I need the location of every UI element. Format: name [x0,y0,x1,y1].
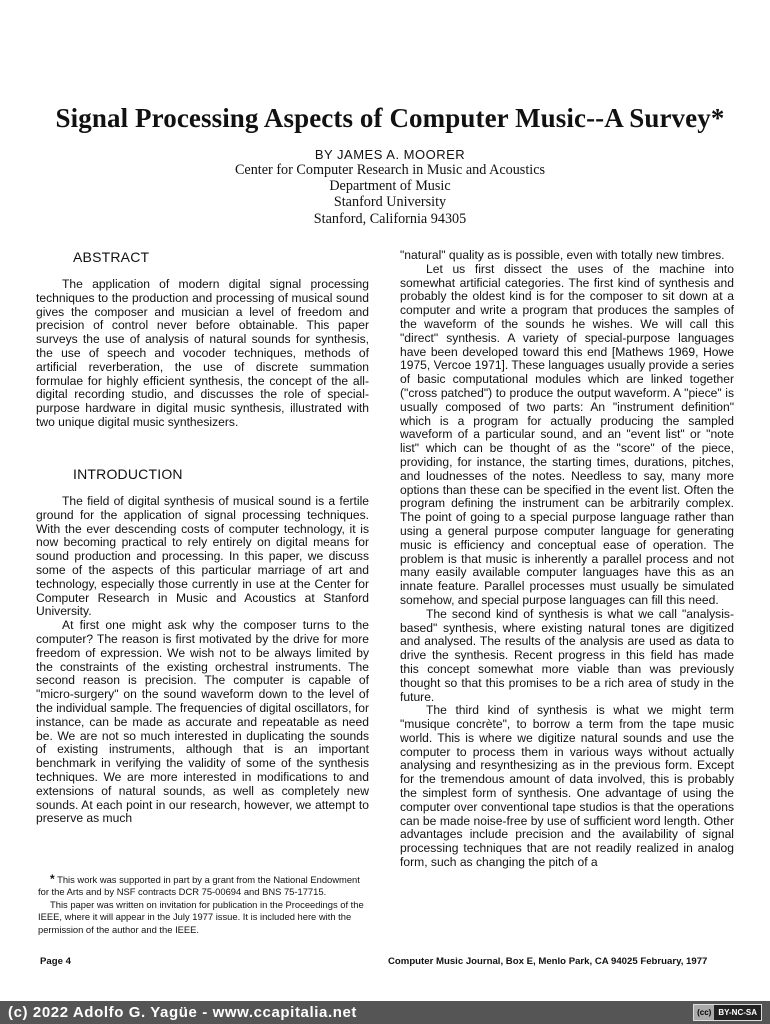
abstract-heading: ABSTRACT [73,249,150,265]
cc-icon: (cc) [694,1005,714,1020]
affiliation-line: Stanford University [333,194,447,211]
continuation-paragraph: "natural" quality as is possible, even with totally new timbres. [400,249,725,262]
right-column-body [400,249,734,949]
affiliation-line: Department of Music [329,178,451,195]
body-paragraph: Let us first dissect the uses of the machine into somewhat artificial categories. The first kind of synthesis and probably the oldest kind is for the composer to sit down at a computer and write a program that produces the samples of the waveform of the sounds he wishes. We will call this "direct" synthesis. A variety of special-purpose languages have been developed toward this end [Mathews 1969, Howe 1975, Vercoe 1971]. These languages usually provide a series of basic computational modules which are linked together ("cross patched") to produce the output waveform. A "piece" is usually composed of two parts: An "instrument definition" which is a program for actually producing the sampled waveform of a particular sound, and an "event list" or "note list" which can be thought of as the "score" of the piece, providing, for instance, the starting times, durations, pitches, and loudnesses of the notes. Needless to say, many more options than these can be specified in the event list. Often the program defining the instrument can be arbitrarily complex. The point of going to a special purpose language rather than using a general purpose computer language for generating music is efficiency and conceptual ease of operation. The problem is that music is inherently a parallel process and not many easily available computer languages have this as an innate feature. Parallel processes must usually be simulated somehow, and special purpose languages can fill this need. [400,261,734,607]
affiliation-block [0,162,770,227]
footnote [38,873,368,936]
license-badge[interactable] [693,1004,762,1021]
body-paragraph: The second kind of synthesis is what we call "analysis-based" synthesis, where existing natural tones are digitized and analysed. The results of the analysis are used as data to drive the synthesis. Recent progress in this field has made this concept somewhat more viable than was previously thought so that this promises to be a rich area of study in the future. [400,606,734,704]
license-code: BY-NC-SA [718,1008,757,1017]
paper-title: Signal Processing Aspects of Computer Music--A Survey* [55,103,725,133]
affiliation-line: Center for Computer Research in Music and Acoustics [234,162,546,178]
introduction-body [36,495,369,847]
copyright-credit: (c) 2022 Adolfo G. Yagüe - www.ccapitalia.net [8,1004,358,1021]
introduction-heading: INTRODUCTION [73,466,183,482]
footnote-star: * [50,872,55,886]
abstract-body [36,278,369,448]
journal-info: Computer Music Journal, Box E, Menlo Park, CA 94025 February, 1977 [388,956,708,967]
footnote-publication: This paper was written on invitation for publication in the Proceedings of the IEEE, where it will appear in the July 1977 issue. It is included here with the permission of the author and the IEEE. [38,898,364,935]
abstract-paragraph: The application of modern digital signal processing techniques to the production and processing of musical sound gives the composer and musician a level of freedom and precision of control never before obtainable. This paper surveys the use of analysis of natural sounds for synthesis, the use of speech and vocoder techniques, methods of artificial reverberation, the use of discrete summation formulae for highly efficient synthesis, the concept of the all-digital recording studio, and discusses the role of special-purpose hardware in digital music synthesis, illustrated with two unique digital music synthesizers. [36,278,369,429]
footnote-funding-text: This work was supported in part by a grant from the National Endowment for the Arts and by NSF contracts DCR 75-00694 and BNS 75-17715. [38,874,360,898]
affiliation-line: Stanford, California 94305 [313,210,467,227]
body-paragraph: The third kind of synthesis is what we might term "musique concrète", to borrow a term from the tape music world. This is where we digitize natural sounds and use the computer to process them in various ways without actually analysing and resynthesizing as in the previous form. Except for the tremendous amount of data involved, this is probably the simplest form of synthesis. One advantage of using the computer over conventional tape studios is that the operations can be made noise-free by use of sufficient word length. Other advantages include precision and the availability of signal processing techniques that are not readily realized in analog form, such as changing the pitch of a [400,703,734,870]
author-byline: BY JAMES A. MOORER [314,147,466,162]
intro-paragraph: The field of digital synthesis of musical sound is a fertile ground for the application of signal processing techniques. With the ever descending costs of computer technology, it is now becoming practical to rely entirely on digital means for sound production and processing. In this paper, we discuss some of the aspects of this particular marriage of art and technology, especially those currently in use at the Center for Computer Research in Music and Acoustics at Stanford University. [36,495,369,619]
copyright-bar [0,1001,770,1024]
intro-paragraph: At first one might ask why the composer turns to the computer? The reason is first motivated by the drive for more freedom of expression. We wish not to be always limited by the constraints of the existing orchestral instruments. The second reason is precision. The computer is capable of "micro-surgery" on the sound waveform down to the level of the individual sample. The frequencies of digital oscillators, for instance, can be made as accurate and repeatable as need be. We are not so much interested in duplicating the sounds of existing instruments, although that is an important benchmark in verifying the validity of some of the synthesis techniques. We are more interested in modifications to and extensions of natural sounds, as well as completely new sounds. At each point in our research, however, we attempt to preserve as much [36,618,369,826]
page-number: Page 4 [40,956,71,967]
footnote-funding [38,873,368,899]
